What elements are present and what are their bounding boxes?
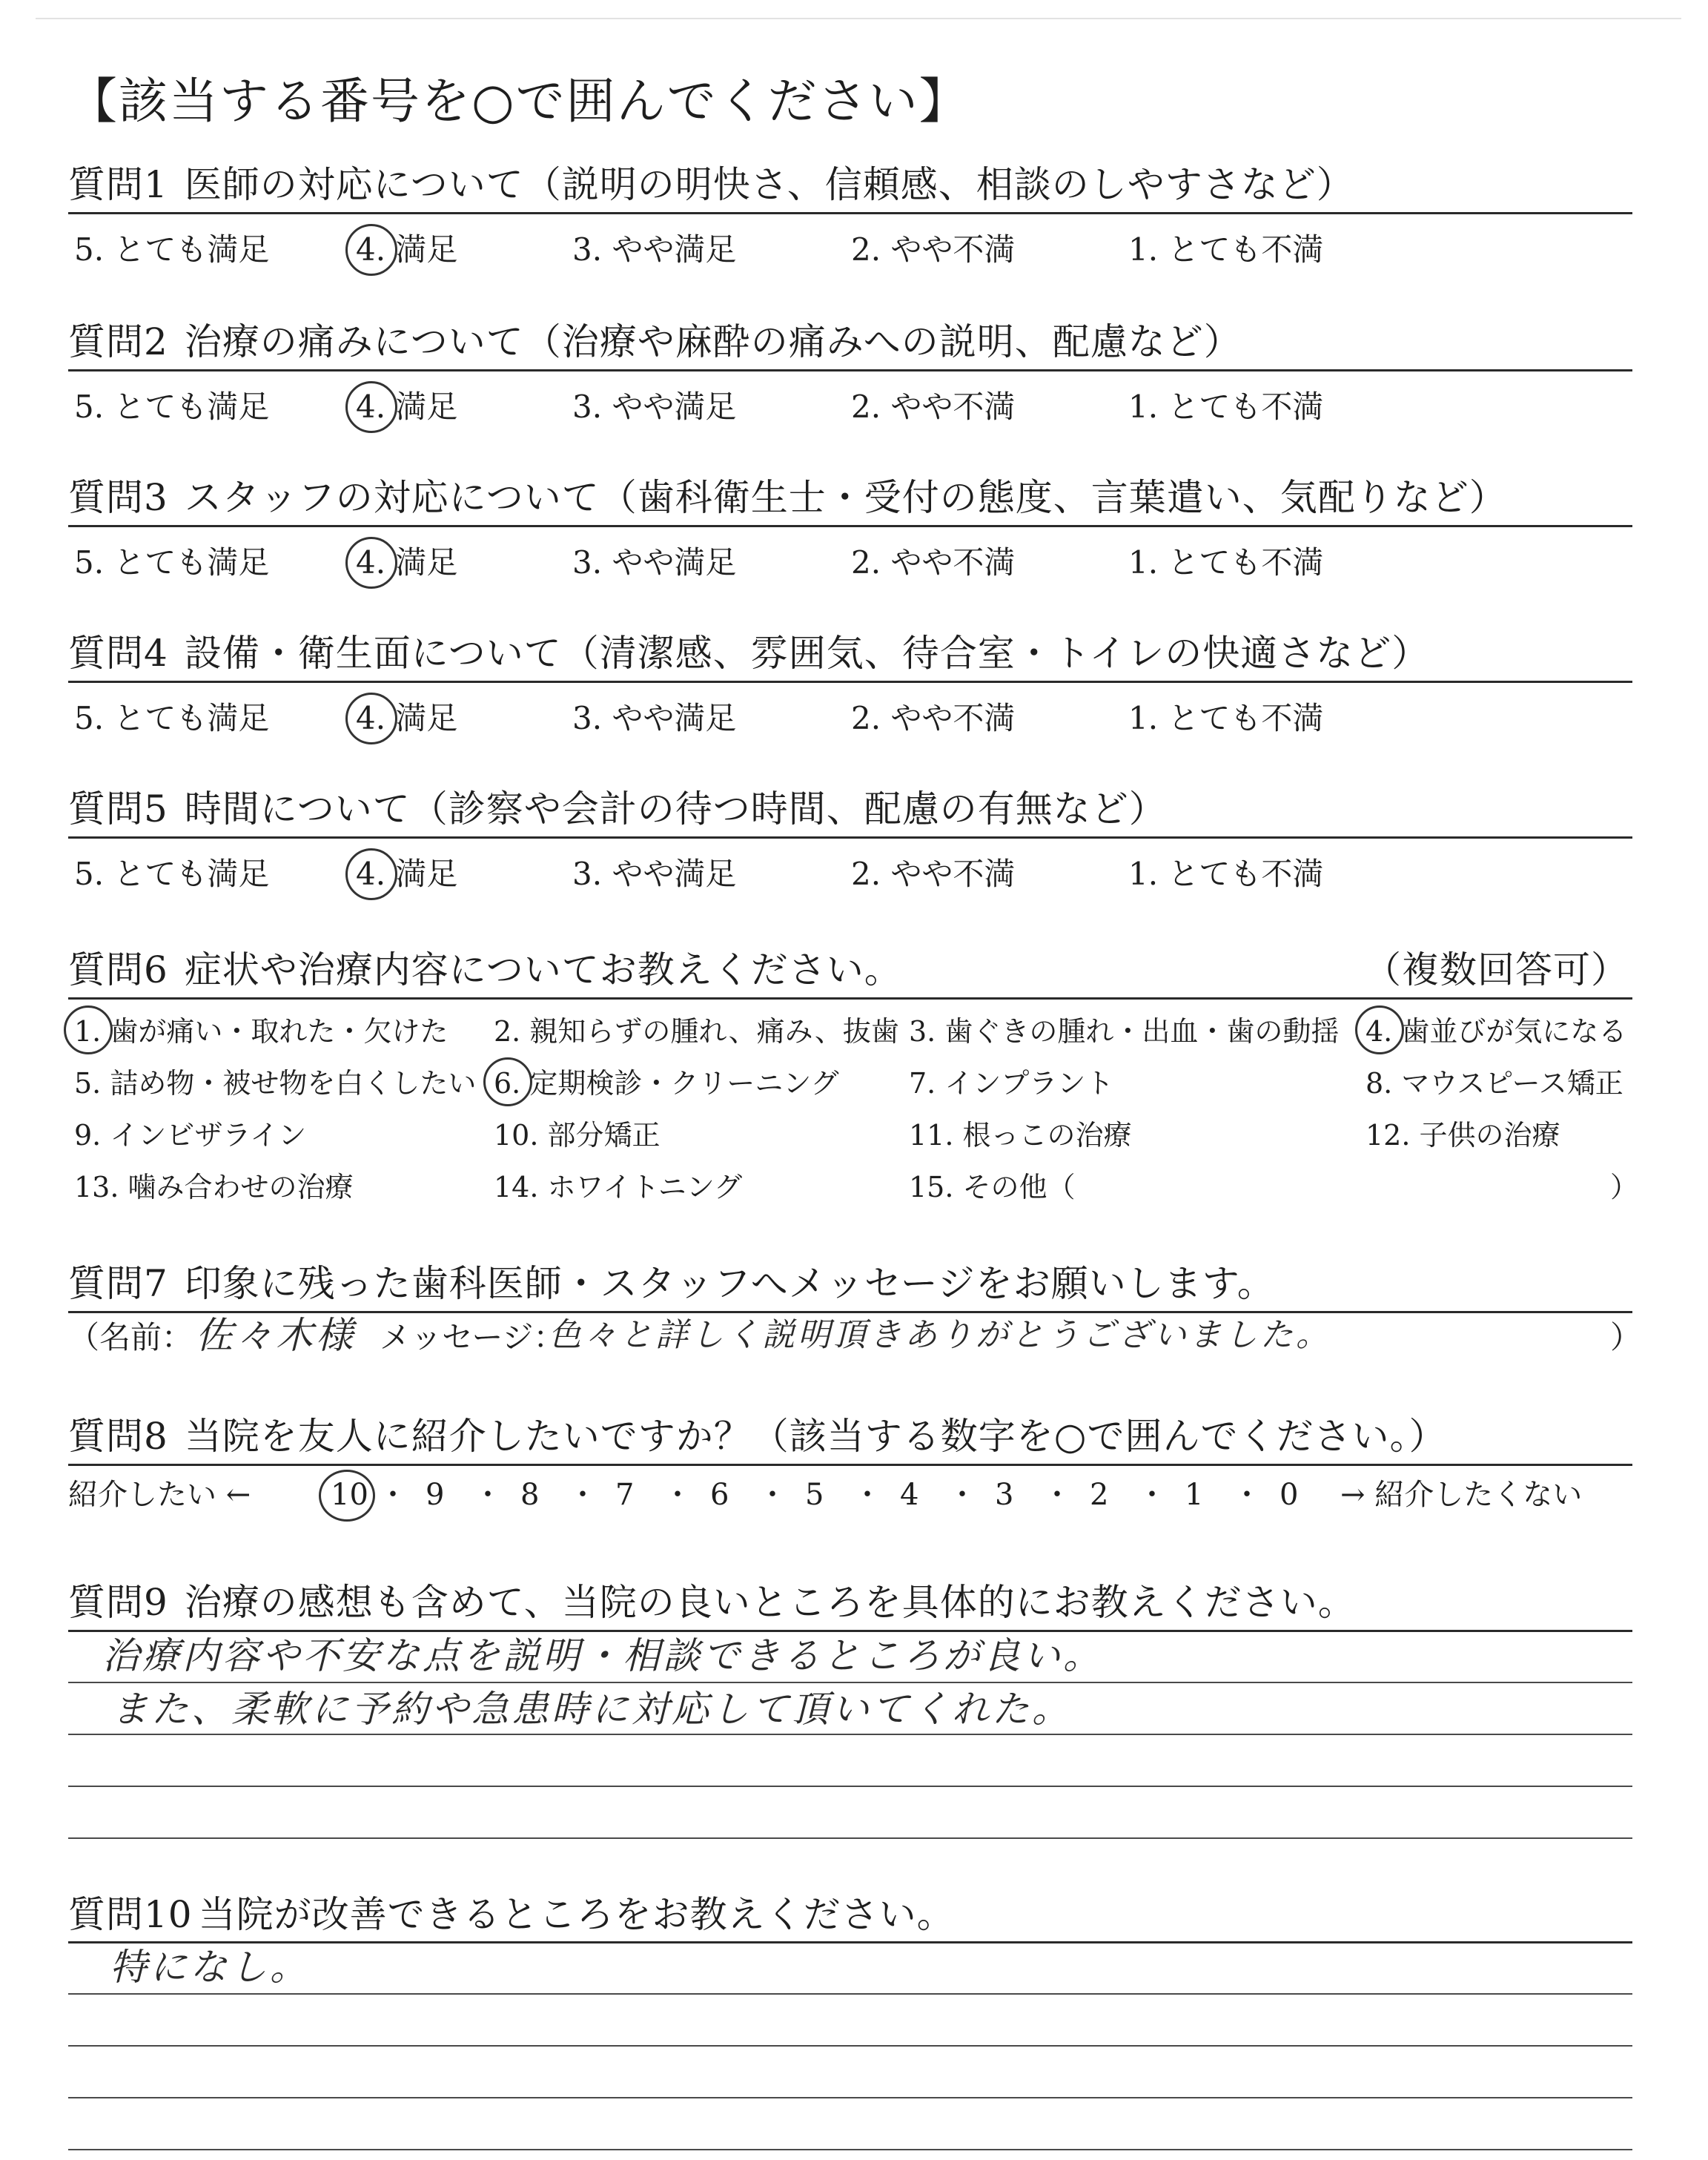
question-8-title [68,1415,1447,1458]
q9-answer-line-1[interactable]: 治療内容や不安な点を説明・相談できるところが良い。 [102,1634,1103,1677]
name-value[interactable]: 佐々木様 [196,1314,356,1357]
question-7-label: 質問7 [68,1262,168,1305]
question-10-rule [68,1941,1632,1943]
question-2-rule [68,369,1632,371]
question-4-text: 設備・衛生面について（清潔感、雰囲気、待合室・トイレの快適さなど） [184,632,1430,675]
q3-option-5[interactable]: 5. とても満足 [74,544,270,581]
q4-option-4[interactable]: 4. 満足 [356,700,458,736]
scale-value-0[interactable]: 0 [1280,1478,1299,1512]
question-1-label: 質問1 [68,163,168,206]
question-4-label: 質問4 [68,632,168,675]
question-9-label: 質問9 [68,1581,168,1624]
choice-other-close: ） [1610,1171,1639,1203]
scale-separator: ・ [853,1478,882,1512]
question-4-title [68,632,1430,675]
answer-line [68,1682,1632,1683]
choice-9[interactable]: 9. インビザライン [74,1119,307,1152]
q5-selection-circle [345,848,397,900]
scan-edge-line [36,18,1681,19]
q1-option-5[interactable]: 5. とても満足 [74,231,270,268]
scale-separator: ・ [1042,1478,1072,1512]
question-8-rule [68,1464,1632,1466]
scale-value-5[interactable]: 5 [805,1478,824,1512]
question-2-text: 治療の痛みについて（治療や麻酔の痛みへの説明、配慮など） [184,320,1242,363]
choice-10[interactable]: 10. 部分矯正 [494,1119,661,1152]
q2-option-1[interactable]: 1. とても不満 [1128,389,1324,425]
scale-value-1[interactable]: 1 [1185,1478,1204,1512]
question-9-text: 治療の感想も含めて、当院の良いところを具体的にお教えください。 [184,1581,1356,1624]
question-6-note: （複数回答可） [1364,948,1629,991]
choice-2[interactable]: 2. 親知らずの腫れ、痛み、抜歯 [494,1015,899,1048]
scale-value-7[interactable]: 7 [615,1478,635,1512]
name-label: （名前： [68,1319,193,1355]
scale-value-2[interactable]: 2 [1090,1478,1109,1512]
scale-value-3[interactable]: 3 [995,1478,1014,1512]
q5-option-1[interactable]: 1. とても不満 [1128,856,1324,892]
choice-6-selection-circle [483,1057,532,1106]
choice-13[interactable]: 13. 噛み合わせの治療 [74,1171,354,1203]
message-value[interactable]: 色々と詳しく説明頂きありがとうございました。 [549,1316,1331,1354]
q3-option-3[interactable]: 3. やや満足 [572,544,737,581]
question-9-title [68,1581,1356,1624]
scale-separator: ・ [663,1478,692,1512]
scale-separator: ・ [1137,1478,1167,1512]
question-6-title [68,948,902,991]
question-9-rule [68,1630,1632,1632]
scale-separator: ・ [1232,1478,1262,1512]
question-7-rule [68,1311,1632,1313]
answer-line [68,2045,1632,2047]
choice-14[interactable]: 14. ホワイトニング [494,1171,743,1203]
q3-option-1[interactable]: 1. とても不満 [1128,544,1324,581]
instruction-heading: 【該当する番号を○で囲んでください】 [68,73,970,130]
q1-option-3[interactable]: 3. やや満足 [572,231,737,268]
q10-answer-line-1[interactable]: 特になし。 [110,1946,310,1989]
scale-value-9[interactable]: 9 [426,1478,445,1512]
message-label: メッセージ： [380,1319,565,1355]
choice-4-selection-circle [1355,1005,1404,1054]
question-5-title [68,787,1167,830]
scale-value-4[interactable]: 4 [900,1478,919,1512]
q2-option-3[interactable]: 3. やや満足 [572,389,737,425]
question-7-title [68,1262,1275,1305]
question-6-text: 症状や治療内容についてお教えください。 [184,948,902,991]
answer-line [68,1837,1632,1839]
scale-separator: ・ [378,1478,408,1512]
q1-selection-circle [345,224,397,276]
question-2-label: 質問2 [68,320,168,363]
scale-right-label: → 紹介したくない [1340,1478,1583,1512]
scale-value-10[interactable]: 10 [331,1478,368,1512]
question-3-title [68,476,1507,519]
q4-option-2[interactable]: 2. やや不満 [851,700,1016,736]
q4-selection-circle [345,693,397,744]
scale-value-8[interactable]: 8 [520,1478,540,1512]
answer-line [68,1993,1632,1995]
choice-7[interactable]: 7. インプラント [909,1067,1114,1100]
q1-option-4[interactable]: 4. 満足 [356,231,458,268]
scale-separator: ・ [947,1478,977,1512]
question-1-text: 医師の対応について（説明の明快さ、信頼感、相談のしやすさなど） [184,163,1354,206]
scale-left-label: 紹介したい ← [68,1478,251,1512]
question-1-rule [68,212,1632,214]
question-3-label: 質問3 [68,476,168,519]
question-10-label: 質問10 [68,1893,193,1936]
question-8-text: 当院を友人に紹介したいですか？（該当する数字を○で囲んでください。） [184,1415,1447,1458]
q3-option-4[interactable]: 4. 満足 [356,544,458,581]
choice-5[interactable]: 5. 詰め物・被せ物を白くしたい [74,1067,477,1100]
question-6-label: 質問6 [68,948,168,991]
question-7-text: 印象に残った歯科医師・スタッフへメッセージをお願いします。 [184,1262,1275,1305]
q2-option-5[interactable]: 5. とても満足 [74,389,270,425]
question-5-rule [68,836,1632,839]
scale-separator: ・ [568,1478,598,1512]
q5-option-3[interactable]: 3. やや満足 [572,856,737,892]
question-8-label: 質問8 [68,1415,168,1458]
question-1-title [68,163,1354,206]
choice-1[interactable]: 1. 歯が痛い・取れた・欠けた [74,1015,448,1048]
choice-11[interactable]: 11. 根っこの治療 [909,1119,1132,1152]
q4-option-5[interactable]: 5. とても満足 [74,700,270,736]
scale-selection-circle [319,1470,375,1522]
choice-4[interactable]: 4. 歯並びが気になる [1366,1015,1627,1048]
q2-option-2[interactable]: 2. やや不満 [851,389,1016,425]
answer-line [68,2149,1632,2150]
q5-option-4[interactable]: 4. 満足 [356,856,458,892]
q1-option-1[interactable]: 1. とても不満 [1128,231,1324,268]
question-10-text: 当院が改善できるところをお教えください。 [198,1893,955,1936]
q5-option-5[interactable]: 5. とても満足 [74,856,270,892]
q2-option-4[interactable]: 4. 満足 [356,389,458,425]
q3-selection-circle [345,537,397,589]
scale-separator: ・ [758,1478,787,1512]
question-5-text: 時間について（診察や会計の待つ時間、配慮の有無など） [184,787,1167,830]
q5-option-2[interactable]: 2. やや不満 [851,856,1016,892]
scale-separator: ・ [473,1478,503,1512]
question-3-text: スタッフの対応について（歯科衛生士・受付の態度、言葉遣い、気配りなど） [184,476,1507,519]
answer-line [68,2097,1632,2098]
answer-line [68,1786,1632,1787]
q4-option-1[interactable]: 1. とても不満 [1128,700,1324,736]
choice-6[interactable]: 6. 定期検診・クリーニング [494,1067,839,1100]
question-10-title [68,1893,955,1936]
question-4-rule [68,681,1632,683]
q1-option-2[interactable]: 2. やや不満 [851,231,1016,268]
question-6-rule [68,997,1632,1000]
choice-8[interactable]: 8. マウスピース矯正 [1366,1067,1623,1100]
q4-option-3[interactable]: 3. やや満足 [572,700,737,736]
choice-15[interactable]: 15. その他（ [909,1171,1076,1203]
question-5-label: 質問5 [68,787,168,830]
q9-answer-line-2[interactable]: また、柔軟に予約や急患時に対応して頂いてくれた。 [111,1688,1072,1731]
choice-1-selection-circle [64,1005,113,1054]
question-2-title [68,320,1242,363]
choice-12[interactable]: 12. 子供の治療 [1366,1119,1560,1152]
question-3-rule [68,525,1632,527]
message-close: ） [1610,1319,1642,1355]
answer-line [68,1734,1632,1735]
scale-value-6[interactable]: 6 [710,1478,729,1512]
choice-3[interactable]: 3. 歯ぐきの腫れ・出血・歯の動揺 [909,1015,1340,1048]
q3-option-2[interactable]: 2. やや不満 [851,544,1016,581]
q2-selection-circle [345,381,397,433]
